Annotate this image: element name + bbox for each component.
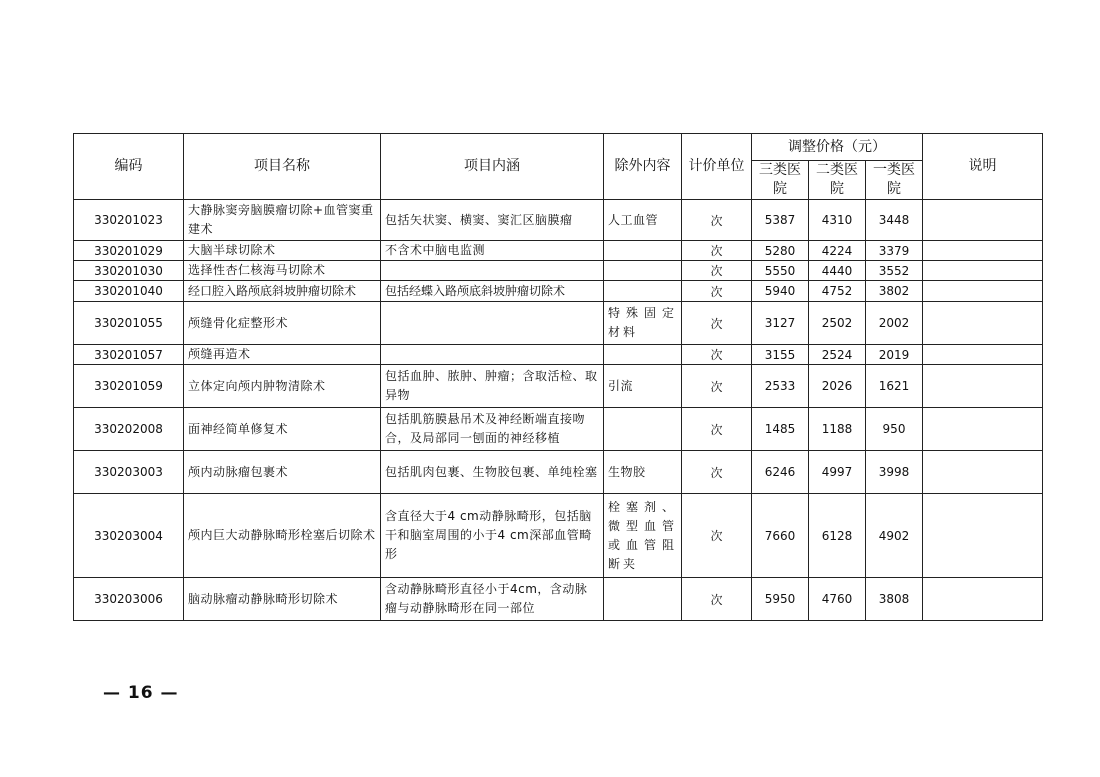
cell-note — [923, 578, 1043, 621]
table-row — [74, 302, 1043, 345]
cell-unit: 次 — [682, 200, 752, 241]
cell-content: 包括肌筋膜悬吊术及神经断端直接吻合，及局部同一刨面的神经移植 — [381, 408, 604, 451]
cell-note — [923, 302, 1043, 345]
cell-price-tier2: 1188 — [809, 408, 866, 451]
cell-unit: 次 — [682, 365, 752, 408]
cell-price-tier1: 3552 — [866, 261, 923, 281]
cell-code: 330201055 — [74, 302, 184, 345]
cell-exclusions: 栓塞剂、微型血管或血管阻断夹 — [604, 494, 682, 578]
cell-exclusions — [604, 281, 682, 302]
cell-name: 颅内巨大动静脉畸形栓塞后切除术 — [184, 494, 381, 578]
table-row — [74, 451, 1043, 494]
header-tier3: 三类医院 — [752, 161, 809, 200]
cell-price-tier2: 4997 — [809, 451, 866, 494]
cell-price-tier2: 4440 — [809, 261, 866, 281]
cell-name: 立体定向颅内肿物清除术 — [184, 365, 381, 408]
cell-code: 330201030 — [74, 261, 184, 281]
cell-price-tier1: 950 — [866, 408, 923, 451]
cell-unit: 次 — [682, 345, 752, 365]
cell-code: 330203003 — [74, 451, 184, 494]
cell-code: 330201040 — [74, 281, 184, 302]
cell-price-tier2: 4224 — [809, 241, 866, 261]
cell-name: 颅缝骨化症整形术 — [184, 302, 381, 345]
cell-content: 包括肌肉包裹、生物胶包裹、单纯栓塞 — [381, 451, 604, 494]
cell-content: 不含术中脑电监测 — [381, 241, 604, 261]
header-code: 编码 — [74, 134, 184, 200]
cell-exclusions: 引流 — [604, 365, 682, 408]
cell-price-tier1: 3448 — [866, 200, 923, 241]
cell-note — [923, 408, 1043, 451]
cell-price-tier2: 4752 — [809, 281, 866, 302]
cell-content: 包括矢状窦、横窦、窦汇区脑膜瘤 — [381, 200, 604, 241]
cell-price-tier1: 3379 — [866, 241, 923, 261]
cell-code: 330201029 — [74, 241, 184, 261]
cell-code: 330201023 — [74, 200, 184, 241]
table-row — [74, 494, 1043, 578]
cell-code: 330201059 — [74, 365, 184, 408]
cell-price-tier3: 5550 — [752, 261, 809, 281]
cell-name: 大脑半球切除术 — [184, 241, 381, 261]
cell-price-tier3: 2533 — [752, 365, 809, 408]
cell-note — [923, 365, 1043, 408]
cell-unit: 次 — [682, 302, 752, 345]
table-row — [74, 200, 1043, 241]
cell-content: 包括血肿、脓肿、肿瘤；含取活检、取异物 — [381, 365, 604, 408]
cell-name: 大静脉窦旁脑膜瘤切除+血管窦重建术 — [184, 200, 381, 241]
cell-note — [923, 494, 1043, 578]
cell-content — [381, 302, 604, 345]
table-row — [74, 281, 1043, 302]
header-unit: 计价单位 — [682, 134, 752, 200]
cell-code: 330203004 — [74, 494, 184, 578]
cell-note — [923, 261, 1043, 281]
cell-unit: 次 — [682, 451, 752, 494]
cell-price-tier2: 6128 — [809, 494, 866, 578]
table-row — [74, 365, 1043, 408]
cell-exclusions: 生物胶 — [604, 451, 682, 494]
cell-price-tier3: 5940 — [752, 281, 809, 302]
cell-code: 330201057 — [74, 345, 184, 365]
cell-price-tier2: 4760 — [809, 578, 866, 621]
header-price-group: 调整价格（元） — [752, 134, 923, 161]
cell-price-tier3: 5950 — [752, 578, 809, 621]
cell-unit: 次 — [682, 494, 752, 578]
cell-price-tier2: 2502 — [809, 302, 866, 345]
header-tier2: 二类医院 — [809, 161, 866, 200]
cell-unit: 次 — [682, 281, 752, 302]
cell-price-tier2: 2026 — [809, 365, 866, 408]
cell-exclusions — [604, 578, 682, 621]
header-notes: 说明 — [923, 134, 1043, 200]
cell-content — [381, 261, 604, 281]
cell-price-tier1: 4902 — [866, 494, 923, 578]
cell-exclusions: 特殊固定材料 — [604, 302, 682, 345]
cell-price-tier1: 2002 — [866, 302, 923, 345]
cell-content — [381, 345, 604, 365]
cell-note — [923, 241, 1043, 261]
cell-price-tier3: 5280 — [752, 241, 809, 261]
table-row — [74, 241, 1043, 261]
price-table — [73, 133, 1043, 621]
header-exclusions: 除外内容 — [604, 134, 682, 200]
cell-exclusions — [604, 261, 682, 281]
cell-price-tier3: 6246 — [752, 451, 809, 494]
cell-price-tier1: 3802 — [866, 281, 923, 302]
cell-content: 含动静脉畸形直径小于4cm，含动脉瘤与动静脉畸形在同一部位 — [381, 578, 604, 621]
cell-price-tier2: 2524 — [809, 345, 866, 365]
header-content: 项目内涵 — [381, 134, 604, 200]
cell-name: 面神经简单修复术 — [184, 408, 381, 451]
cell-price-tier3: 1485 — [752, 408, 809, 451]
table-row — [74, 345, 1043, 365]
cell-price-tier3: 3155 — [752, 345, 809, 365]
cell-exclusions — [604, 408, 682, 451]
cell-content: 含直径大于4 cm动静脉畸形，包括脑干和脑室周围的小于4 cm深部血管畸形 — [381, 494, 604, 578]
cell-note — [923, 345, 1043, 365]
cell-price-tier3: 7660 — [752, 494, 809, 578]
cell-price-tier1: 3808 — [866, 578, 923, 621]
cell-name: 脑动脉瘤动静脉畸形切除术 — [184, 578, 381, 621]
table-row — [74, 408, 1043, 451]
cell-exclusions — [604, 345, 682, 365]
table-row — [74, 261, 1043, 281]
cell-price-tier1: 1621 — [866, 365, 923, 408]
cell-name: 选择性杏仁核海马切除术 — [184, 261, 381, 281]
cell-price-tier1: 2019 — [866, 345, 923, 365]
table-row — [74, 578, 1043, 621]
header-tier1: 一类医院 — [866, 161, 923, 200]
cell-unit: 次 — [682, 408, 752, 451]
cell-unit: 次 — [682, 261, 752, 281]
cell-note — [923, 281, 1043, 302]
cell-name: 颅缝再造术 — [184, 345, 381, 365]
cell-unit: 次 — [682, 241, 752, 261]
cell-code: 330202008 — [74, 408, 184, 451]
cell-price-tier1: 3998 — [866, 451, 923, 494]
cell-content: 包括经蝶入路颅底斜坡肿瘤切除术 — [381, 281, 604, 302]
cell-price-tier2: 4310 — [809, 200, 866, 241]
cell-price-tier3: 3127 — [752, 302, 809, 345]
cell-note — [923, 451, 1043, 494]
cell-name: 颅内动脉瘤包裹术 — [184, 451, 381, 494]
cell-unit: 次 — [682, 578, 752, 621]
cell-exclusions — [604, 241, 682, 261]
cell-note — [923, 200, 1043, 241]
header-name: 项目名称 — [184, 134, 381, 200]
cell-exclusions: 人工血管 — [604, 200, 682, 241]
cell-price-tier3: 5387 — [752, 200, 809, 241]
page-number: — 16 — — [103, 683, 179, 703]
cell-code: 330203006 — [74, 578, 184, 621]
cell-name: 经口腔入路颅底斜坡肿瘤切除术 — [184, 281, 381, 302]
